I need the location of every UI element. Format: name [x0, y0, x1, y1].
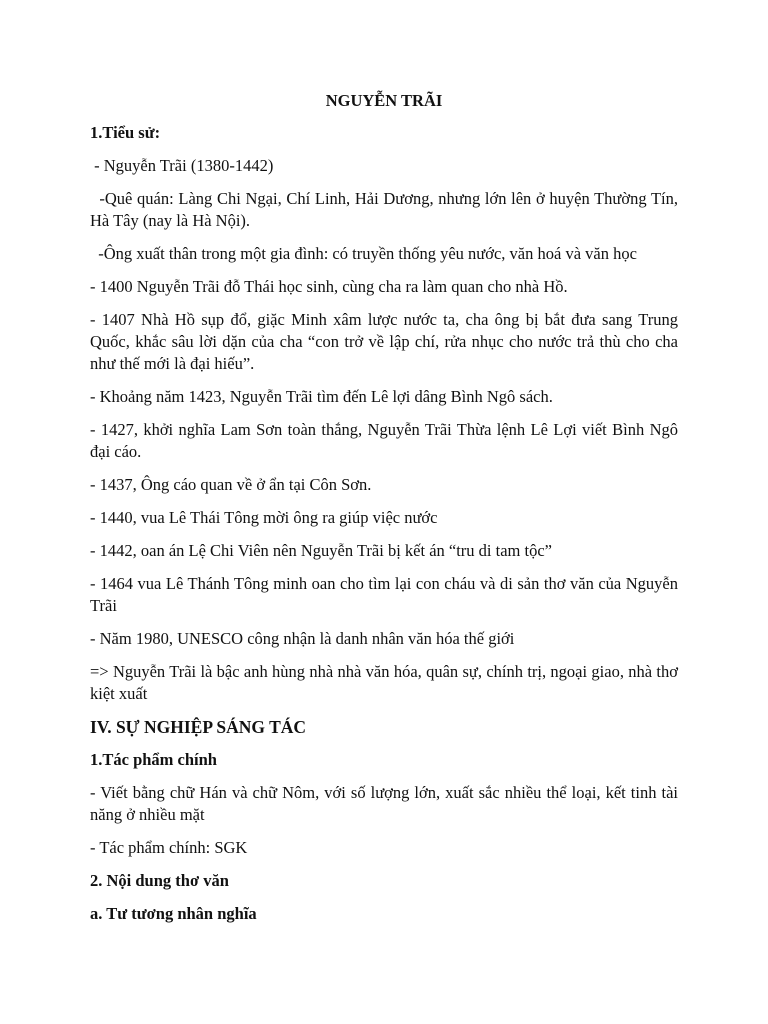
document-title: NGUYỄN TRÃI [325, 91, 443, 110]
bio-paragraph-1980: - Năm 1980, UNESCO công nhận là danh nhân văn hóa thế giới [90, 629, 515, 648]
subheading-main-works: 1.Tác phẩm chính [90, 750, 217, 769]
bio-paragraph-1427: - 1427, khởi nghĩa Lam Sơn toàn thắng, Nguyễn Trãi Thừa lệnh Lê Lợi viết Bình Ngô đại cáo. [90, 420, 678, 461]
section-heading-career: IV. SỰ NGHIỆP SÁNG TÁC [90, 717, 307, 737]
subheading-content: 2. Nội dung thơ văn [90, 871, 229, 890]
bio-paragraph-1442: - 1442, oan án Lệ Chi Viên nên Nguyễn Trãi bị kết án “tru di tam tộc” [90, 541, 552, 560]
bio-paragraph-1423: - Khoảng năm 1423, Nguyễn Trãi tìm đến Lê lợi dâng Bình Ngô sách. [90, 387, 553, 406]
bio-paragraph-1440: - 1440, vua Lê Thái Tông mời ông ra giúp việc nước [90, 508, 438, 527]
works-paragraph-languages: - Viết bằng chữ Hán và chữ Nôm, với số lượng lớn, xuất sắc nhiều thể loại, kết tinh tài năng ở nhiều mặt [90, 783, 678, 824]
bio-paragraph-conclusion: => Nguyễn Trãi là bậc anh hùng nhà nhà văn hóa, quân sự, chính trị, ngoại giao, nhà thơ kiệt xuất [90, 662, 678, 703]
document-page [90, 90, 683, 936]
section-heading-biography: 1.Tiểu sử: [90, 123, 161, 142]
bio-paragraph-1407: - 1407 Nhà Hồ sụp đổ, giặc Minh xâm lược nước ta, cha ông bị bắt đưa sang Trung Quốc, khắc sâu lời dặn của cha “con trở về lập chí, rửa nhục cho nước trả thù cho cha như thế mới là đại hiếu”. [90, 310, 678, 373]
bio-paragraph-1437: - 1437, Ông cáo quan về ở ẩn tại Côn Sơn. [90, 475, 372, 494]
bio-paragraph-family: -Ông xuất thân trong một gia đình: có truyền thống yêu nước, văn hoá và văn học [90, 244, 637, 263]
bio-paragraph-1400: - 1400 Nguyễn Trãi đỗ Thái học sinh, cùng cha ra làm quan cho nhà Hồ. [90, 277, 568, 296]
bio-paragraph-years: - Nguyễn Trãi (1380-1442) [90, 156, 274, 175]
subheading-humanity: a. Tư tương nhân nghĩa [90, 904, 257, 923]
works-paragraph-main: - Tác phẩm chính: SGK [90, 838, 248, 857]
bio-paragraph-hometown: -Quê quán: Làng Chi Ngại, Chí Linh, Hải Dương, nhưng lớn lên ở huyện Thường Tín, Hà Tây (nay là Hà Nội). [90, 189, 683, 230]
bio-paragraph-1464: - 1464 vua Lê Thánh Tông minh oan cho tìm lại con cháu và di sản thơ văn của Nguyễn Trãi [90, 574, 678, 615]
